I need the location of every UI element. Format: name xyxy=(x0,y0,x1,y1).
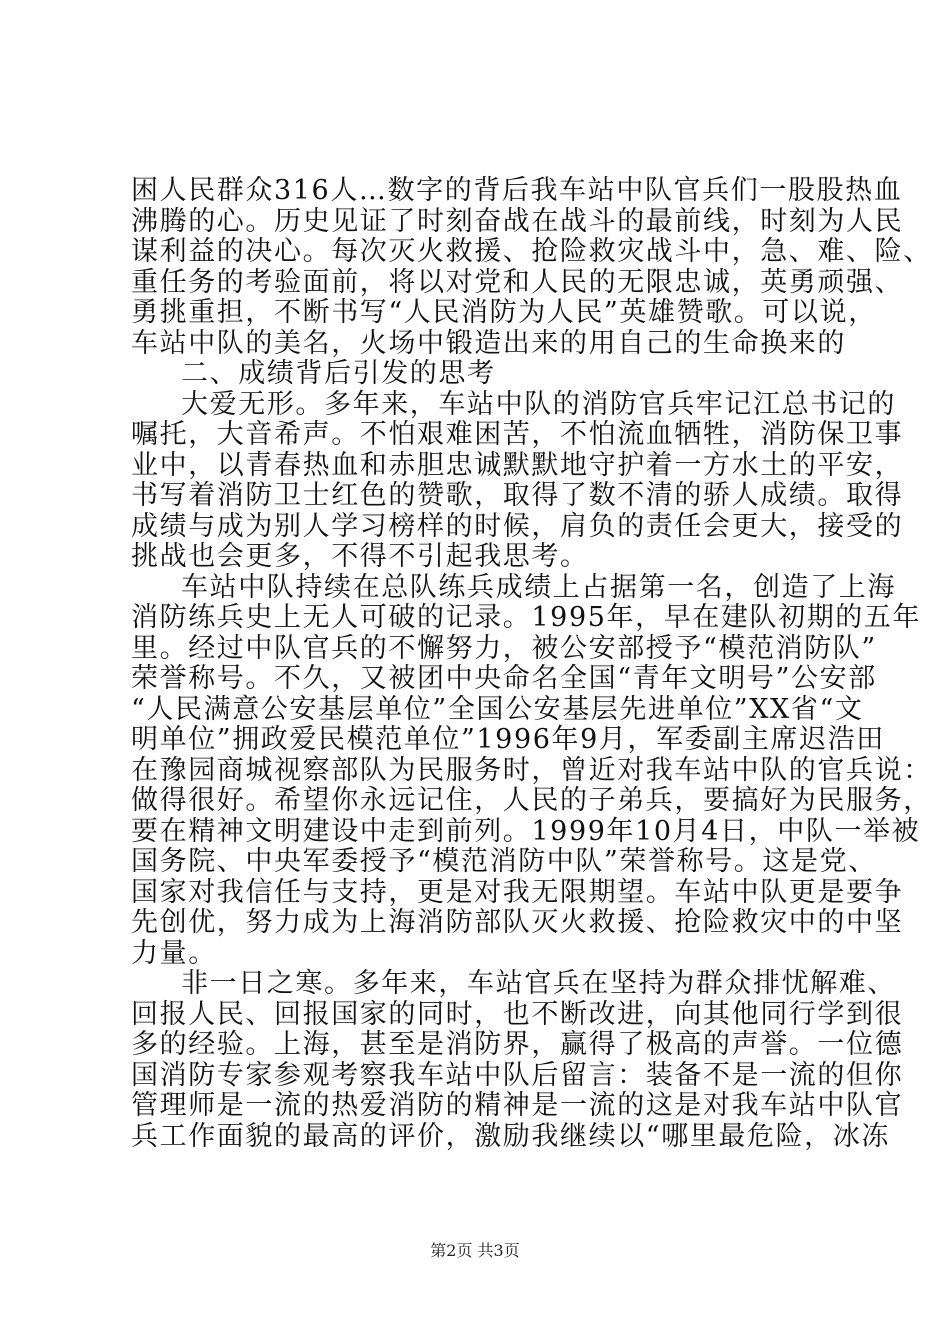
text-line: 做得很好。希望你永远记住，人民的子弟兵，要搞好为民服务， xyxy=(131,785,932,816)
text-line: 困人民群众316人…数字的背后我车站中队官兵们一股股热血 xyxy=(131,175,903,206)
text-line: 力量。 xyxy=(131,937,217,969)
text-line: 国家对我信任与支持，更是对我无限期望。车站中队更是要争 xyxy=(131,876,904,908)
text-line: 书写着消防卫士红色的赞歌，取得了数不清的骄人成绩。取得 xyxy=(131,480,904,511)
text-line: 国消防专家参观考察我车站中队后留言：装备不是一流的但你 xyxy=(131,1059,904,1091)
paragraph-start-line: 非一日之寒。多年来，车站官兵在坚持为群众排忧解难、 xyxy=(181,968,896,999)
text-line: 回报人民、回报国家的同时，也不断改进，向其他同行学到很 xyxy=(131,998,904,1030)
text-line: 重任务的考验面前，将以对党和人民的无限忠诚，英勇顽强、 xyxy=(131,266,904,298)
text-line: 勇挑重担，不断书写“人民消防为人民”英雄赞歌。可以说， xyxy=(131,297,877,328)
text-line: 业中，以青春热血和赤胆忠诚默默地守护着一方水土的平安， xyxy=(131,449,904,481)
text-line: 消防练兵史上无人可破的记录。1995年，早在建队初期的五年 xyxy=(131,602,922,633)
text-line: “人民满意公安基层单位”全国公安基层先进单位”XX省“文 xyxy=(131,693,864,725)
text-line: 成绩与成为别人学习榜样的时候，肩负的责任会更大，接受的 xyxy=(131,510,904,542)
text-line: 谋利益的决心。每次灭火救援、抢险救灾战斗中，急、难、险、 xyxy=(131,236,932,267)
text-line: 车站中队的美名，火场中锻造出来的用自己的生命换来的 xyxy=(131,327,846,359)
text-line: 挑战也会更多，不得不引起我思考。 xyxy=(131,541,589,572)
text-line: 嘱托，大音希声。不怕艰难困苦，不怕流血牺牲，消防保卫事 xyxy=(131,419,904,450)
text-line: 沸腾的心。历史见证了时刻奋战在战斗的最前线，时刻为人民 xyxy=(131,205,904,237)
text-line: 明单位”拥政爱民模范单位”1996年9月，军委副主席迟浩田 xyxy=(131,724,885,755)
paragraph-start-line: 车站中队持续在总队练兵成绩上占据第一名，创造了上海 xyxy=(181,571,896,603)
text-line: 兵工作面貌的最高的评价，激励我继续以“哪里最危险，冰冻 xyxy=(131,1120,891,1152)
text-line: 多的经验。上海，甚至是消防界，赢得了极高的声誉。一位德 xyxy=(131,1029,904,1060)
text-line: 荣誉称号。不久，又被团中央命名全国“青年文明号”公安部 xyxy=(131,663,877,694)
text-line: 里。经过中队官兵的不懈努力，被公安部授予“模范消防队” xyxy=(131,632,877,664)
page-footer: 第2页 共3页 xyxy=(430,1241,520,1260)
text-line: 先创优，努力成为上海消防部队灭火救援、抢险救灾中的中坚 xyxy=(131,907,904,938)
text-line: 在豫园商城视察部队为民服务时，曾近对我车站中队的官兵说： xyxy=(131,754,932,786)
document-body xyxy=(131,175,932,1152)
paragraph-start-line: 大爱无形。多年来，车站中队的消防官兵牢记江总书记的 xyxy=(181,388,896,420)
text-line: 要在精神文明建设中走到前列。1999年10月4日，中队一举被 xyxy=(131,815,921,847)
text-line: 国务院、中央军委授予“模范消防中队”荣誉称号。这是党、 xyxy=(131,846,877,877)
paragraph-start-line: 二、成绩背后引发的思考 xyxy=(181,358,496,389)
text-line: 管理师是一流的热爱消防的精神是一流的这是对我车站中队官 xyxy=(131,1090,904,1121)
